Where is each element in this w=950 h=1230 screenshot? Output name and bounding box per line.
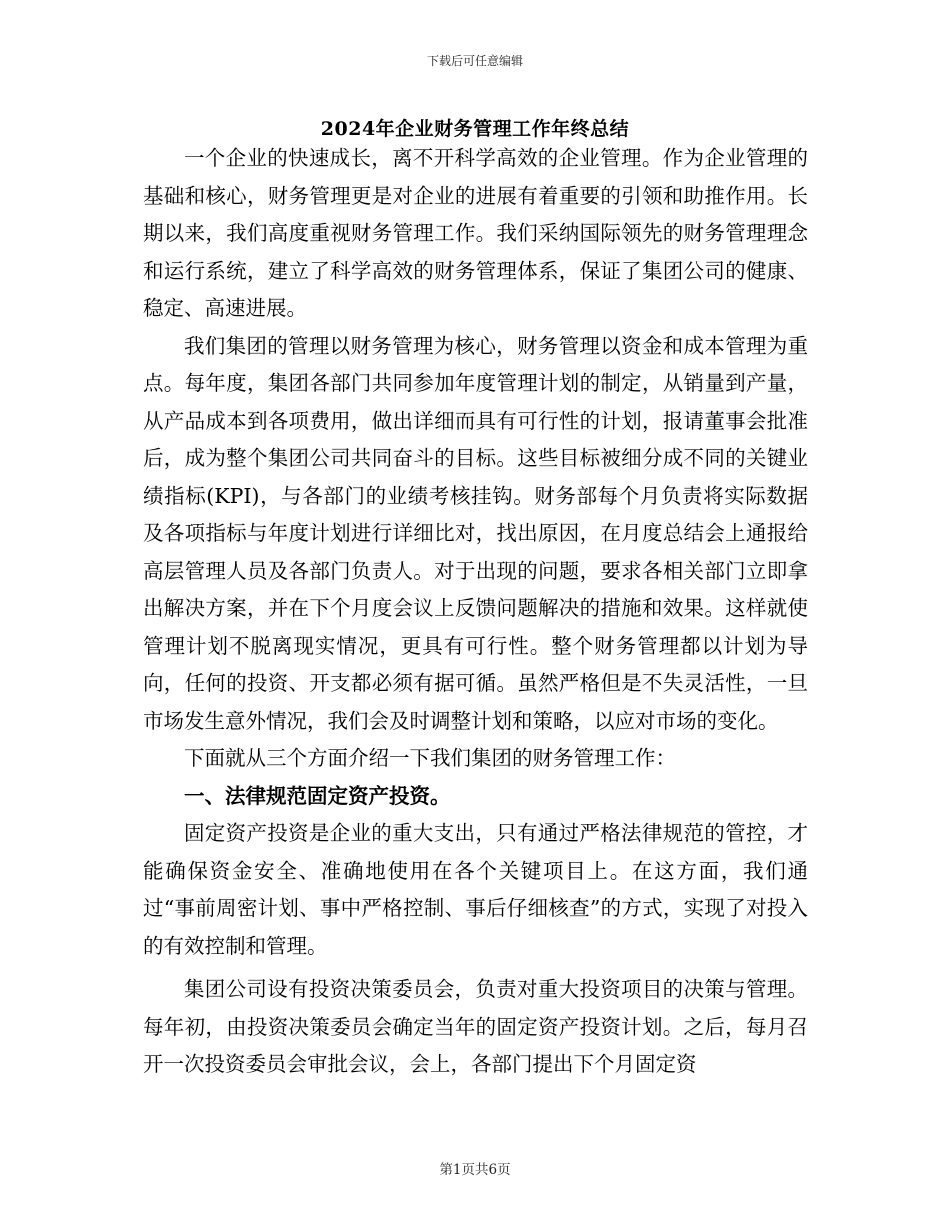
paragraph-overview: 下面就从三个方面介绍一下我们集团的财务管理工作： (184, 746, 676, 770)
paragraph-intro: 一个企业的快速成长，离不开科学高效的企业管理。作为企业管理的基础和核心，财务管理更是对企业的进展有着重要的引领和助推作用。长期以来，我们高度重视财务管理工作。我们采纳国际领先的财务管理理念和运行系统，建立了科学高效的财务管理体系，保证了集团公司的健康、稳定、高速进展。 (143, 146, 808, 320)
paragraph-fixed-assets: 固定资产投资是企业的重大支出，只有通过严格法律规范的管控，才能确保资金安全、准确地使用在各个关键项目上。在这方面，我们通过“事前周密计划、事中严格控制、事后仔细核查”的方式，实现了对投入的有效控制和管理。 (143, 821, 808, 958)
header-note: 下载后可任意编辑 (426, 54, 523, 68)
paragraph-investment-committee: 集团公司设有投资决策委员会，负责对重大投资项目的决策与管理。每年初，由投资决策委员会确定当年的固定资产投资计划。之后，每月召开一次投资委员会审批会议，会上，各部门提出下个月固定资 (143, 977, 808, 1076)
document-body (143, 140, 808, 1084)
paragraph-management: 我们集团的管理以财务管理为核心，财务管理以资金和成本管理为重点。每年度，集团各部门共同参加年度管理计划的制定，从销量到产量，从产品成本到各项费用，做出详细而具有可行性的计划，报请董事会批准后，成为整个集团公司共同奋斗的目标。这些目标被细分成不同的关键业绩指标(KPI)，与各部门的业绩考核挂钩。财务部每个月负责将实际数据及各项指标与年度计划进行详细比对，找出原因，在月度总结会上通报给高层管理人员及各部门负责人。对于出现的问题，要求各相关部门立即拿出解决方案，并在下个月度会议上反馈问题解决的措施和效果。这样就使管理计划不脱离现实情况，更具有可行性。整个财务管理都以计划为导向，任何的投资、开支都必须有据可循。虽然严格但是不失灵活性，一旦市场发生意外情况，我们会及时调整计划和策略，以应对市场的变化。 (143, 333, 808, 733)
page-indicator: 第1页共6页 (439, 1162, 511, 1178)
section-heading-1: 一、法律规范固定资产投资。 (184, 783, 451, 808)
document-title: 2024年企业财务管理工作年终总结 (320, 118, 630, 140)
